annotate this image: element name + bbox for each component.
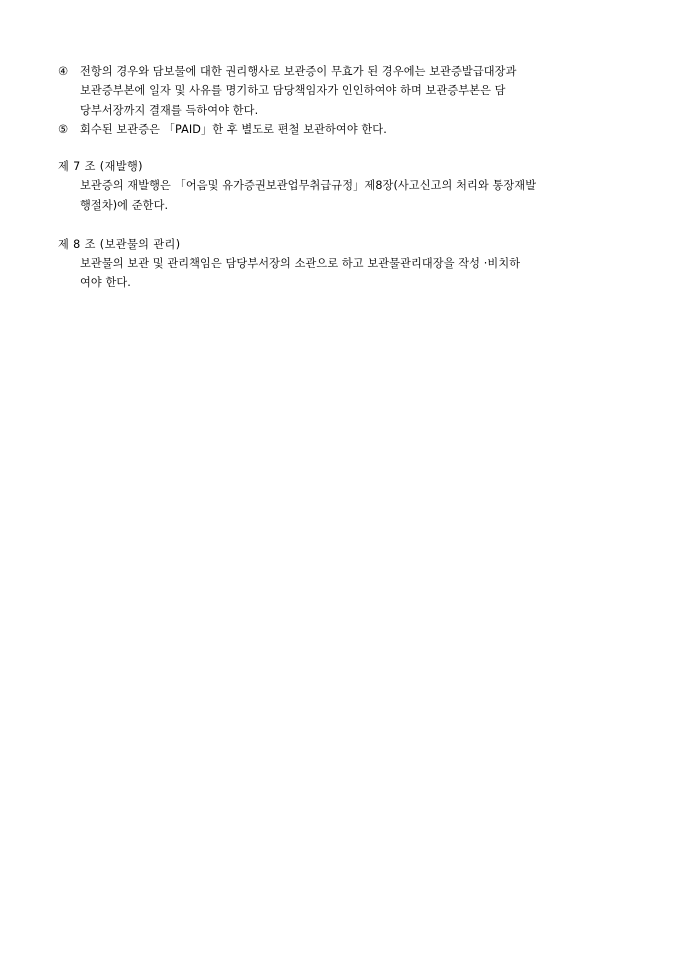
article-line: 여야 한다. [80, 276, 131, 290]
article-line: 보관증의 재발행은 「어음및 유가증권보관업무취급규정」제8장(사고신고의 처리와 통장재발 [80, 179, 537, 193]
spacer [58, 215, 622, 235]
clause-line: 전항의 경우와 담보물에 대한 권리행사로 보관증이 무효가 된 경우에는 보관증발급대장과 [80, 65, 517, 78]
document-content [58, 62, 622, 293]
clause-line: 보관증부본에 일자 및 사유를 명기하고 담당책임자가 인인하여야 하며 보관증부본은 담 [80, 84, 506, 98]
clause-item [58, 62, 622, 120]
spacer [58, 139, 622, 157]
article-block [58, 157, 622, 215]
article-line: 행절차)에 준한다. [80, 198, 169, 212]
clause-line: 당부서장까지 결재를 득하여야 한다. [80, 103, 259, 117]
clause-line: 회수된 보관증은 「PAID」한 후 별도로 편철 보관하여야 한다. [80, 122, 387, 136]
article-heading: 제 7 조 (재발행) [58, 160, 143, 174]
article-block [58, 235, 622, 293]
article-heading: 제 8 조 (보관물의 관리) [58, 237, 181, 251]
article-line: 보관물의 보관 및 관리책임은 담당부서장의 소관으로 하고 보관물관리대장을 작성 ·비치하 [80, 257, 521, 271]
clause-item [58, 120, 622, 139]
clause-marker: ④ [58, 65, 69, 78]
clause-marker: ⑤ [58, 122, 69, 136]
